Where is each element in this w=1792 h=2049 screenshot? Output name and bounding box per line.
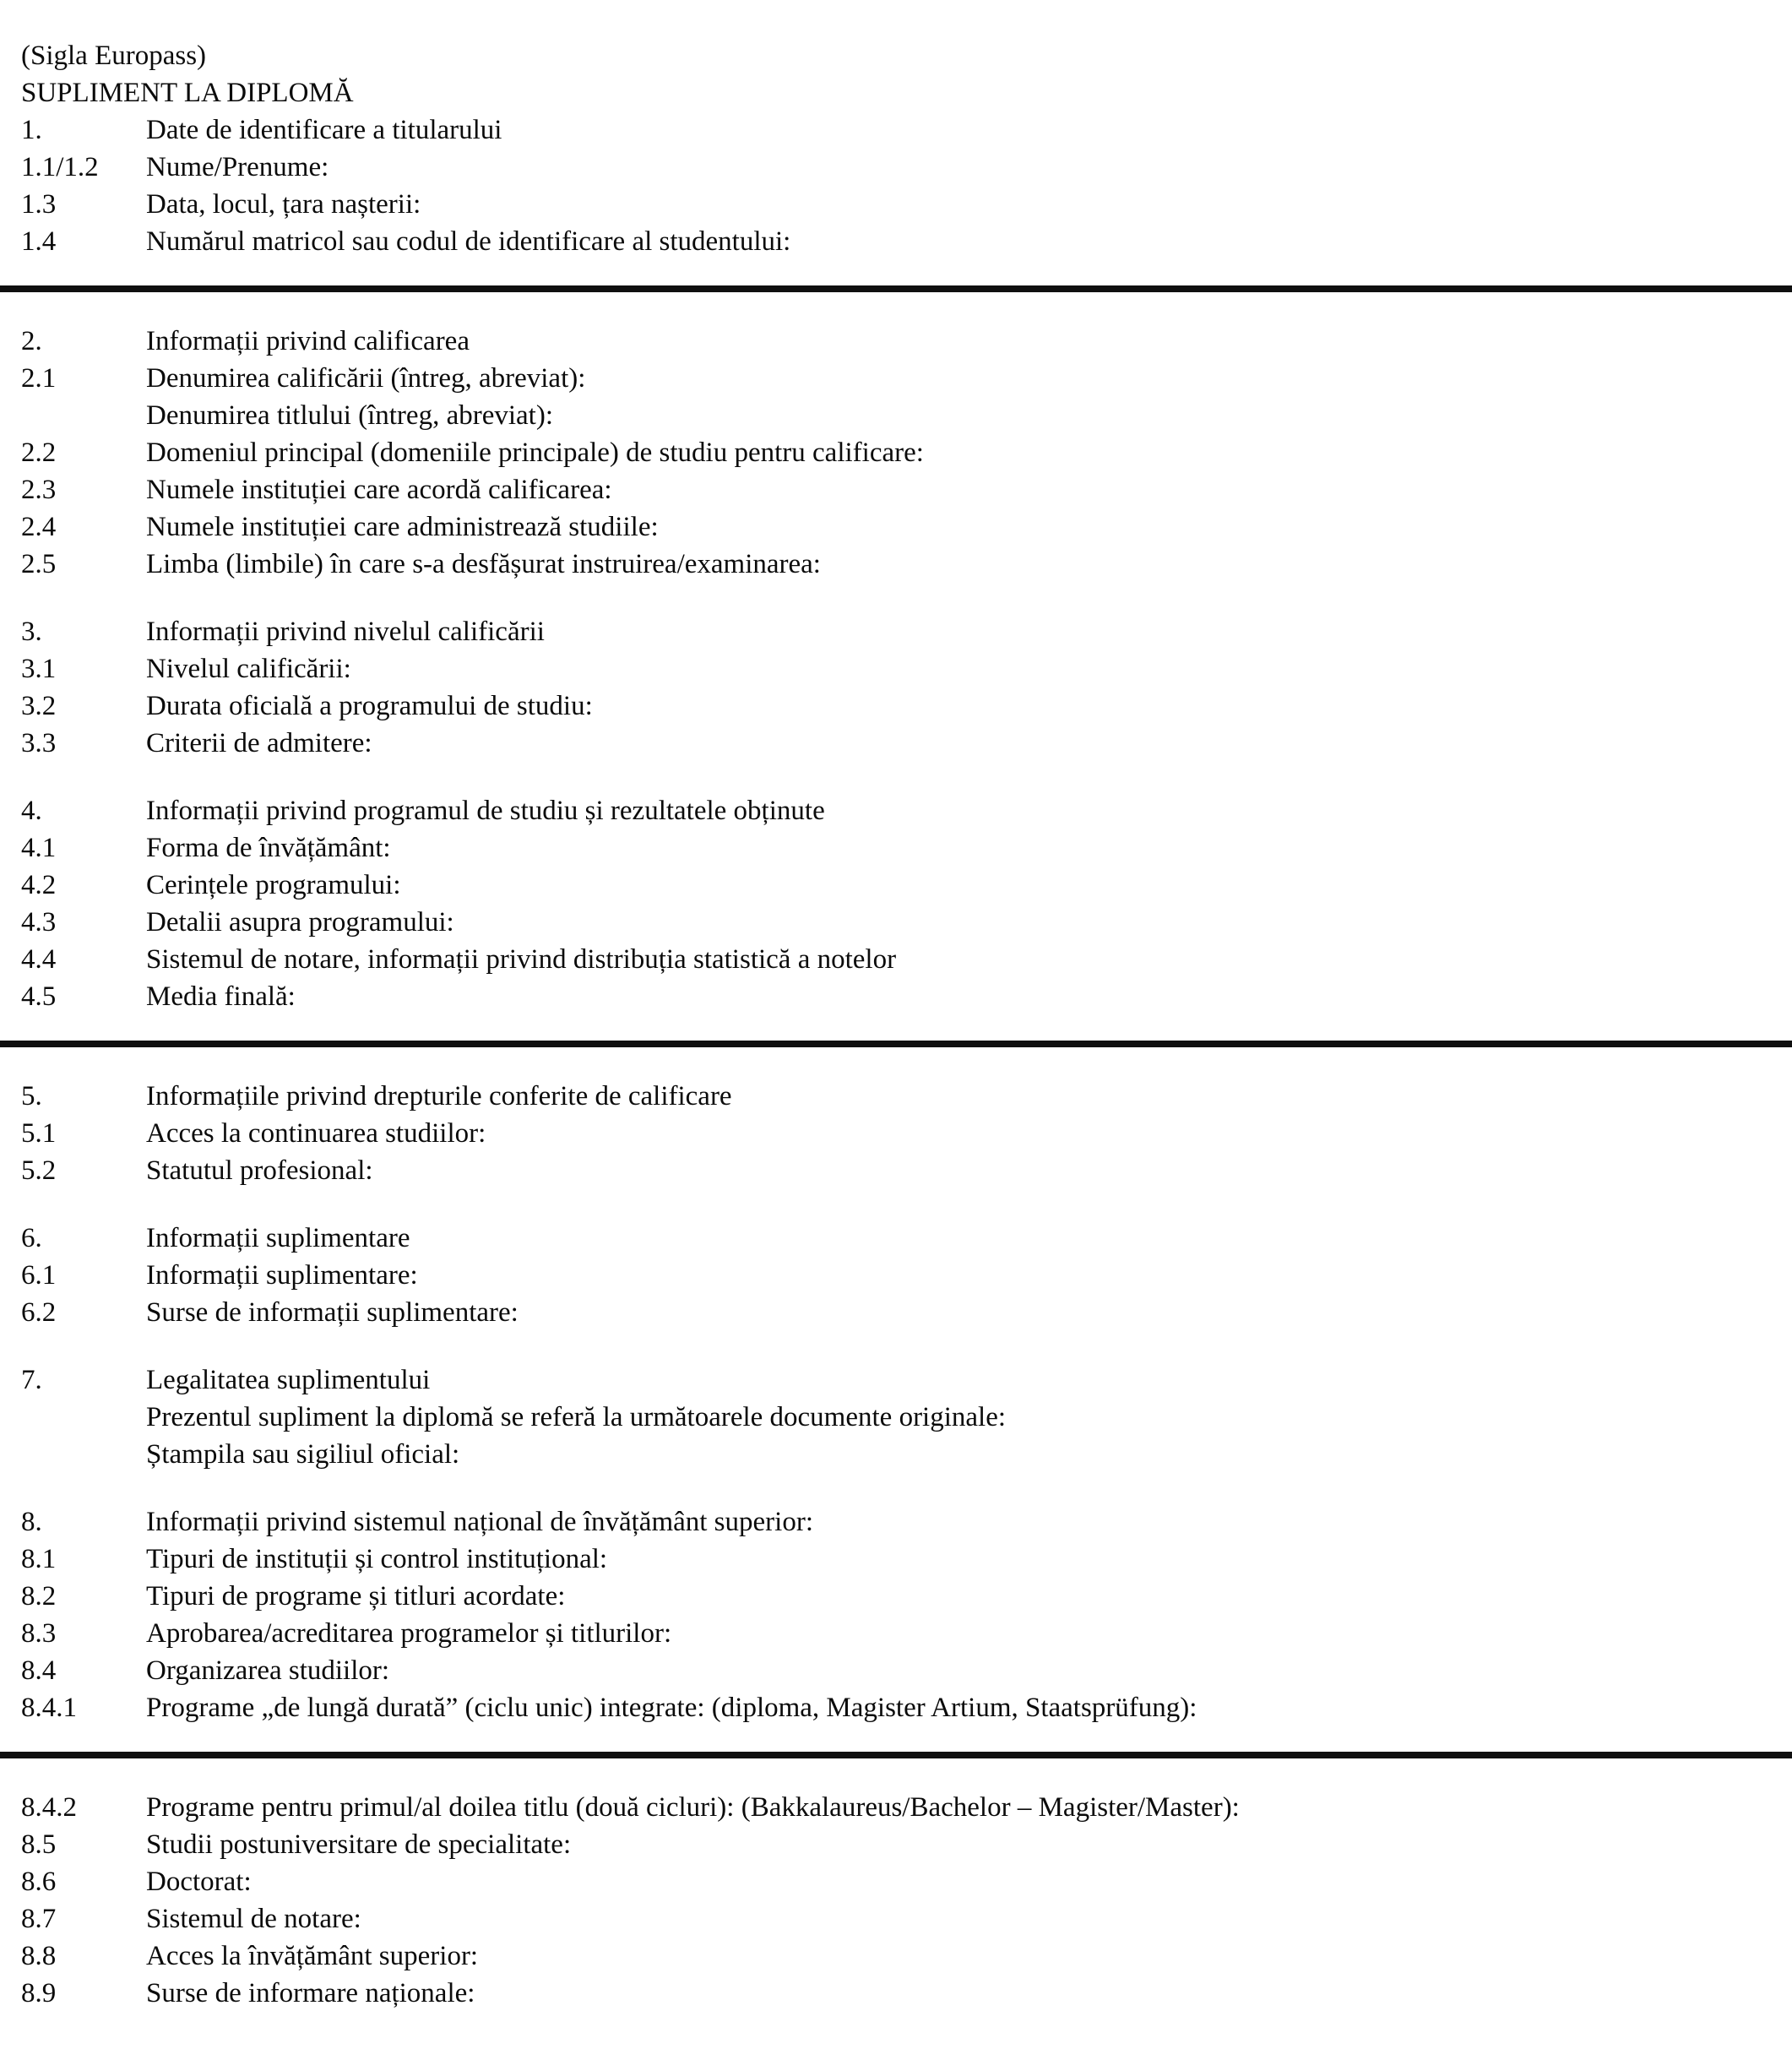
item-label: Informații suplimentare: [146, 1260, 418, 1291]
item-label: Programe „de lungă durată” (ciclu unic) integrate: (diploma, Magister Artium, Staatsprüfung): [146, 1693, 1197, 1723]
item-row [21, 1152, 1767, 1189]
item-number: 3.3 [21, 728, 57, 758]
item-label: Prezentul supliment la diplomă se referă la următoarele documente originale: [146, 1402, 1007, 1432]
item-row [21, 1938, 1767, 1975]
europass-logo-note: (Sigla Europass) [21, 41, 207, 71]
item-label: Denumirea calificării (întreg, abreviat): [146, 363, 586, 394]
section-3-nivel-calificare [0, 613, 1792, 762]
item-label: Date de identificare a titularului [146, 115, 502, 145]
item-number: 8.2 [21, 1581, 57, 1611]
section-divider [0, 285, 1792, 292]
item-label: Nume/Prenume: [146, 152, 329, 182]
item-row [21, 471, 1767, 508]
item-number: 8. [21, 1507, 42, 1537]
item-row [21, 1900, 1767, 1938]
item-row [21, 111, 1767, 149]
item-row [21, 1863, 1767, 1900]
item-row [21, 149, 1767, 186]
item-row [21, 1541, 1767, 1578]
document-title: SUPLIMENT LA DIPLOMĂ [21, 78, 354, 108]
item-row [21, 1652, 1767, 1689]
item-number: 8.1 [21, 1544, 57, 1574]
item-row [21, 725, 1767, 762]
item-label: Numărul matricol sau codul de identificare al studentului: [146, 226, 791, 257]
item-label: Surse de informații suplimentare: [146, 1297, 519, 1328]
item-number: 4.4 [21, 944, 57, 975]
item-number: 8.4 [21, 1655, 57, 1686]
item-row [21, 1115, 1767, 1152]
item-number: 1.3 [21, 189, 57, 220]
item-number: 1. [21, 115, 42, 145]
item-label: Programe pentru primul/al doilea titlu (două cicluri): (Bakkalaureus/Bachelor – Magister/Master): [146, 1792, 1240, 1823]
item-number: 5.2 [21, 1155, 57, 1186]
item-label: Acces la învățământ superior: [146, 1941, 479, 1971]
item-number: 8.5 [21, 1829, 57, 1860]
document-body [0, 111, 1792, 2012]
item-row [21, 1975, 1767, 2012]
item-row [21, 434, 1767, 471]
item-row [21, 688, 1767, 725]
item-label: Statutul profesional: [146, 1155, 373, 1186]
item-label: Studii postuniversitare de specialitate: [146, 1829, 572, 1860]
section-6-informatii-suplimentare [0, 1220, 1792, 1331]
item-row [21, 186, 1767, 223]
item-row [21, 941, 1767, 978]
item-number: 4.1 [21, 833, 57, 863]
item-number: 8.3 [21, 1618, 57, 1649]
item-row [21, 1503, 1767, 1541]
item-row [21, 867, 1767, 904]
item-row [21, 1078, 1767, 1115]
item-number: 8.4.1 [21, 1693, 77, 1723]
item-number: 4.5 [21, 981, 57, 1012]
item-label: Sistemul de notare, informații privind distribuția statistică a notelor [146, 944, 897, 975]
item-number: 2.5 [21, 549, 57, 579]
item-label: Limba (limbile) în care s-a desfășurat instruirea/examinarea: [146, 549, 821, 579]
item-row [21, 1789, 1767, 1826]
item-number: 5. [21, 1081, 42, 1111]
item-label: Numele instituției care administrează studiile: [146, 512, 659, 542]
section-divider [0, 1752, 1792, 1758]
section-4-program-studiu [0, 792, 1792, 1015]
item-label: Cerințele programului: [146, 870, 401, 900]
item-label: Sistemul de notare: [146, 1904, 361, 1934]
item-row [21, 1257, 1767, 1294]
item-number: 8.9 [21, 1978, 57, 2008]
item-label: Nivelul calificării: [146, 654, 351, 684]
section-2-informatii-calificare [0, 323, 1792, 583]
item-row [21, 546, 1767, 583]
item-row [21, 323, 1767, 360]
item-row [21, 1220, 1767, 1257]
item-number: 6. [21, 1223, 42, 1253]
item-row [21, 1689, 1767, 1726]
item-row [21, 1578, 1767, 1615]
section-5-drepturi-conferite [0, 1078, 1792, 1189]
item-label: Legalitatea suplimentului [146, 1365, 431, 1395]
item-label: Informații suplimentare [146, 1223, 410, 1253]
item-label: Organizarea studiilor: [146, 1655, 390, 1686]
item-row [21, 1615, 1767, 1652]
section-8-continuare [0, 1789, 1792, 2012]
item-number: 6.2 [21, 1297, 57, 1328]
item-number: 6.1 [21, 1260, 57, 1291]
item-label: Detalii asupra programului: [146, 907, 454, 938]
item-row [21, 978, 1767, 1015]
document-header [0, 37, 1792, 111]
item-label: Domeniul principal (domeniile principale) de studiu pentru calificare: [146, 438, 924, 468]
item-number: 2.3 [21, 475, 57, 505]
item-row [21, 792, 1767, 829]
item-label: Doctorat: [146, 1867, 252, 1897]
section-7-legalitate [0, 1361, 1792, 1473]
item-number: 2.1 [21, 363, 57, 394]
item-label: Aprobarea/acreditarea programelor și titlurilor: [146, 1618, 672, 1649]
item-label: Surse de informare naționale: [146, 1978, 475, 2008]
item-number: 2. [21, 326, 42, 356]
item-label: Durata oficială a programului de studiu: [146, 691, 593, 721]
item-number: 8.4.2 [21, 1792, 77, 1823]
item-row [21, 1436, 1767, 1473]
section-8-sistem-national [0, 1503, 1792, 1726]
item-number: 7. [21, 1365, 42, 1395]
item-number: 8.7 [21, 1904, 57, 1934]
section-divider [0, 1041, 1792, 1047]
item-label: Media finală: [146, 981, 296, 1012]
item-label: Numele instituției care acordă calificarea: [146, 475, 612, 505]
item-label: Criterii de admitere: [146, 728, 372, 758]
item-label: Denumirea titlului (întreg, abreviat): [146, 400, 553, 431]
item-row [21, 1294, 1767, 1331]
item-label: Informațiile privind drepturile conferite de calificare [146, 1081, 732, 1111]
item-number: 1.1/1.2 [21, 152, 99, 182]
item-row [21, 508, 1767, 546]
item-number: 4.2 [21, 870, 57, 900]
item-label: Informații privind calificarea [146, 326, 470, 356]
item-label: Informații privind sistemul național de învățământ superior: [146, 1507, 813, 1537]
item-row [21, 360, 1767, 397]
item-number: 2.4 [21, 512, 57, 542]
item-label: Acces la continuarea studiilor: [146, 1118, 486, 1149]
item-number: 3. [21, 617, 42, 647]
item-number: 3.1 [21, 654, 57, 684]
item-label: Informații privind nivelul calificării [146, 617, 545, 647]
item-row [21, 223, 1767, 260]
item-label: Informații privind programul de studiu și rezultatele obținute [146, 796, 825, 826]
item-number: 2.2 [21, 438, 57, 468]
item-row [21, 1826, 1767, 1863]
item-label: Tipuri de instituții și control instituțional: [146, 1544, 608, 1574]
item-row [21, 1361, 1767, 1399]
item-number: 5.1 [21, 1118, 57, 1149]
item-row [21, 904, 1767, 941]
item-label: Ștampila sau sigiliul oficial: [146, 1439, 460, 1470]
item-row [21, 650, 1767, 688]
item-number: 8.6 [21, 1867, 57, 1897]
item-label: Tipuri de programe și titluri acordate: [146, 1581, 566, 1611]
item-row [21, 829, 1767, 867]
item-label: Forma de învățământ: [146, 833, 391, 863]
item-number: 8.8 [21, 1941, 57, 1971]
item-number: 1.4 [21, 226, 57, 257]
item-number: 4.3 [21, 907, 57, 938]
item-row [21, 613, 1767, 650]
item-number: 4. [21, 796, 42, 826]
item-row [21, 397, 1767, 434]
item-number: 3.2 [21, 691, 57, 721]
item-label: Data, locul, țara nașterii: [146, 189, 421, 220]
item-row [21, 1399, 1767, 1436]
section-1-identificare-titular [0, 111, 1792, 260]
